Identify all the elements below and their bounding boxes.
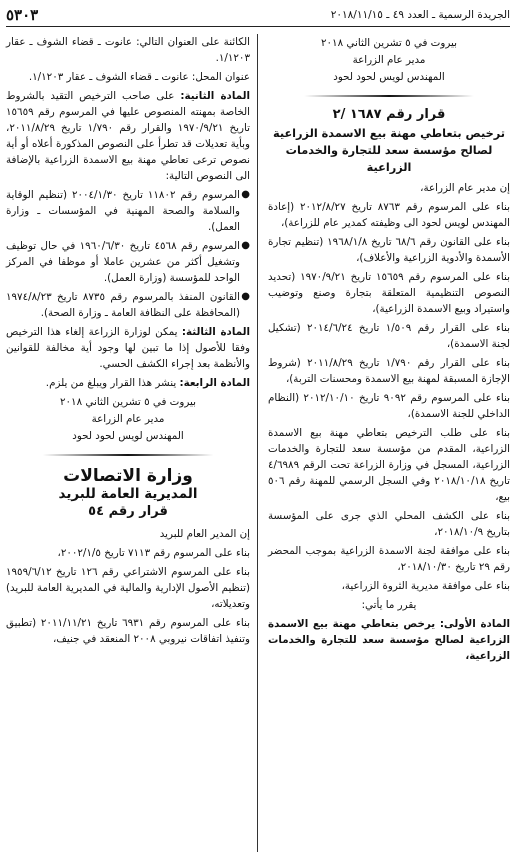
decision-number: قرار رقم ٥٤ [88,504,168,519]
article-4-label: المادة الرابعة: [179,377,250,389]
directorate-heading: المديرية العامة للبريد [58,486,198,502]
place-date: بيروت في ٥ تشرين الثاني ٢٠١٨ [321,37,457,49]
column-divider [257,34,258,852]
article-3-text: يمكن لوزارة الزراعة إلغاء هذا الترخيص وفقا للأصول إذا ما تبين لها وجود أية مخالفة للقوانين والأنظمة بعد إجراء الكشف الحسي. [6,326,250,370]
preamble: إن مدير عام الزراعة، [420,182,510,194]
bullet-icon: ● [241,240,250,251]
place-date: بيروت في ٥ تشرين الثاني ٢٠١٨ [60,396,196,408]
decision-title: ترخيص بتعاطي مهنة بيع الاسمدة الزراعية لصالح مؤسسة سعد للتجارة والخدمات الزراعية [273,127,505,174]
list-item-text: القانون المنفذ بالمرسوم رقم ٨٧٣٥ تاريخ ١٩٧٤/٨/٢٣ (المحافظة على النظافة العامة ـ وزارة الصحة). [6,291,240,319]
recital-10: بناء على موافقة مديرية الثروة الزراعية، [341,580,510,592]
bullet-icon: ● [241,291,250,302]
article-4-text: ينشر هذا القرار ويبلغ من يلزم. [45,377,180,389]
recital-3: بناء على المرسوم رقم ١٥٦٥٩ تاريخ ١٩٧٠/٩/٢١ (تحديد النصوص التنظيمية المتعلقة بتجارة وصنع وتوضيب واستيراد وبيع الاسمدة الزراعية)، [268,271,510,315]
recital-3: بناء على المرسوم رقم ٦٩٣١ تاريخ ٢٠١١/١١/٢١ (تطبيق وتنفيذ اتفاقات نيروبي ٢٠٠٨ المنعقد في جنيف، [6,617,250,645]
recital-2: بناء على المرسوم الاشتراعي رقم ١٢٦ تاريخ ١٩٥٩/٦/١٢ (تنظيم الأصول الإدارية والمالية في المديرية العامة للبريد) وتعديلاته، [6,566,250,610]
signatory-name: المهندس لويس لحود لحود [72,430,184,442]
article-1-text: يرخص بتعاطي مهنة بيع الاسمدة الزراعية لصالح مؤسسة سعد للتجارة والخدمات الزراعية، [268,618,510,662]
recital-5: بناء على القرار رقم ١/٧٩٠ تاريخ ٢٠١١/٨/٢٩ (شروط الإجازة المسبقة لمهنة بيع الاسمدة ومحسنات التربة)، [268,357,510,385]
article-1-label: المادة الأولى: [439,618,510,630]
decision-number: قرار رقم ١٦٨٧ /٢ [332,107,446,122]
recital-8: بناء على الكشف المحلي الذي جرى على المؤسسة بتاريخ ٢٠١٨/١٠/٩، [268,510,510,538]
article-2-label: المادة الثانية: [180,90,250,102]
article-1 [268,616,510,664]
page-number: ٥٣٠٣ [6,6,39,24]
recital-9: بناء على موافقة لجنة الاسمدة الزراعية بموجب المحضر رقم ٢٩ تاريخ ٢٠١٨/١٠/٣٠، [268,545,510,573]
decides-line: يقرر ما يأتي: [361,599,417,611]
right-column [268,34,510,852]
issue-info: الجريدة الرسمية ـ العدد ٤٩ ـ ٢٠١٨/١١/١٥ [330,9,510,21]
bullet-icon: ● [241,189,250,200]
recital-1: بناء على المرسوم رقم ٨٧٦٣ تاريخ ٢٠١٢/٨/٢٧ (إعادة المهندس لويس لحود الى وظيفته كمدير عام للزراعة)، [268,201,510,229]
list-item-text: المرسوم رقم ١١٨٠٢ تاريخ ٢٠٠٤/١/٣٠ (تنظيم الوقاية والسلامة والصحة المهنية في المؤسسات ـ وزارة العمل). [6,189,240,233]
address-2: عنوان المحل: عانوت ـ قضاء الشوف ـ عقار ١/١٢٠٣. [28,71,250,83]
list-item [6,238,250,286]
list-item [6,289,250,321]
page-header [6,4,510,27]
article-2-text: على صاحب الترخيص التقيد بالشروط الخاصة بمهنته المنصوص عليها في المرسوم رقم ١٥٦٥٩ تاريخ ١٩٧٠/٩/٢١ والقرار رقم ١/٧٩٠ تاريخ ٢٠١١/٨/٢٩، وبأية تعديلات قد تطرأ على النصوص المذكورة أعلاه أو أية نصوص ترعى تعاطي مهنة بيع الاسمدة الزراعية بالإضافة الى النصوص التالية: [6,90,250,182]
recital-1: بناء على المرسوم رقم ٧١١٣ تاريخ ٢٠٠٢/١/٥، [57,547,250,559]
address-1: الكائنة على العنوان التالي: عانوت ـ قضاء الشوف ـ عقار ١/١٢٠٣. [6,36,250,64]
signatory-name: المهندس لويس لحود لحود [333,71,445,83]
list-item [6,187,250,235]
article-3-label: المادة الثالثة: [181,326,250,338]
signatory-title: مدير عام الزراعة [352,54,426,66]
recital-6: بناء على المرسوم رقم ٩٠٩٢ تاريخ ٢٠١٢/١٠/١٠ (النظام الداخلي للجنة الاسمدة)، [268,392,510,420]
list-item-text: المرسوم رقم ٤٥٦٨ تاريخ ١٩٦٠/٦/٣٠ في حال توظيف وتشغيل أكثر من عشرين عاملا أو موظفا في المركز الواحد للمؤسسة (وزارة العمل). [6,240,240,284]
ministry-heading: وزارة الاتصالات [63,466,193,486]
article-3 [6,324,250,372]
article-2 [6,88,250,184]
recital-2: بناء على القانون رقم ٦٨/٦ تاريخ ١٩٦٨/١/٨ (تنظيم تجارة الأسمدة والأدوية الزراعية والأعلاف)، [268,236,510,264]
section-separator [43,450,214,460]
article-4 [6,375,250,391]
recital-7: بناء على طلب الترخيص بتعاطي مهنة بيع الاسمدة الزراعية، المقدم من مؤسسة سعد للتجارة والخدمات الزراعية، المسجل في وزارة الزراعة تحت الرقم ٤/٦٩٨٩ تاريخ ٢٠١٨/١٠/١٨ وفي السجل الرسمي للمهنة رقم ٥٠٦ بيع، [268,427,510,503]
preamble: إن المدير العام للبريد [159,528,250,540]
section-separator [304,91,473,101]
left-column [6,34,250,852]
recital-4: بناء على القرار رقم ١/٥٠٩ تاريخ ٢٠١٤/٦/٢٤ (تشكيل لجنة الاسمدة)، [268,322,510,350]
signatory-title: مدير عام الزراعة [91,413,165,425]
